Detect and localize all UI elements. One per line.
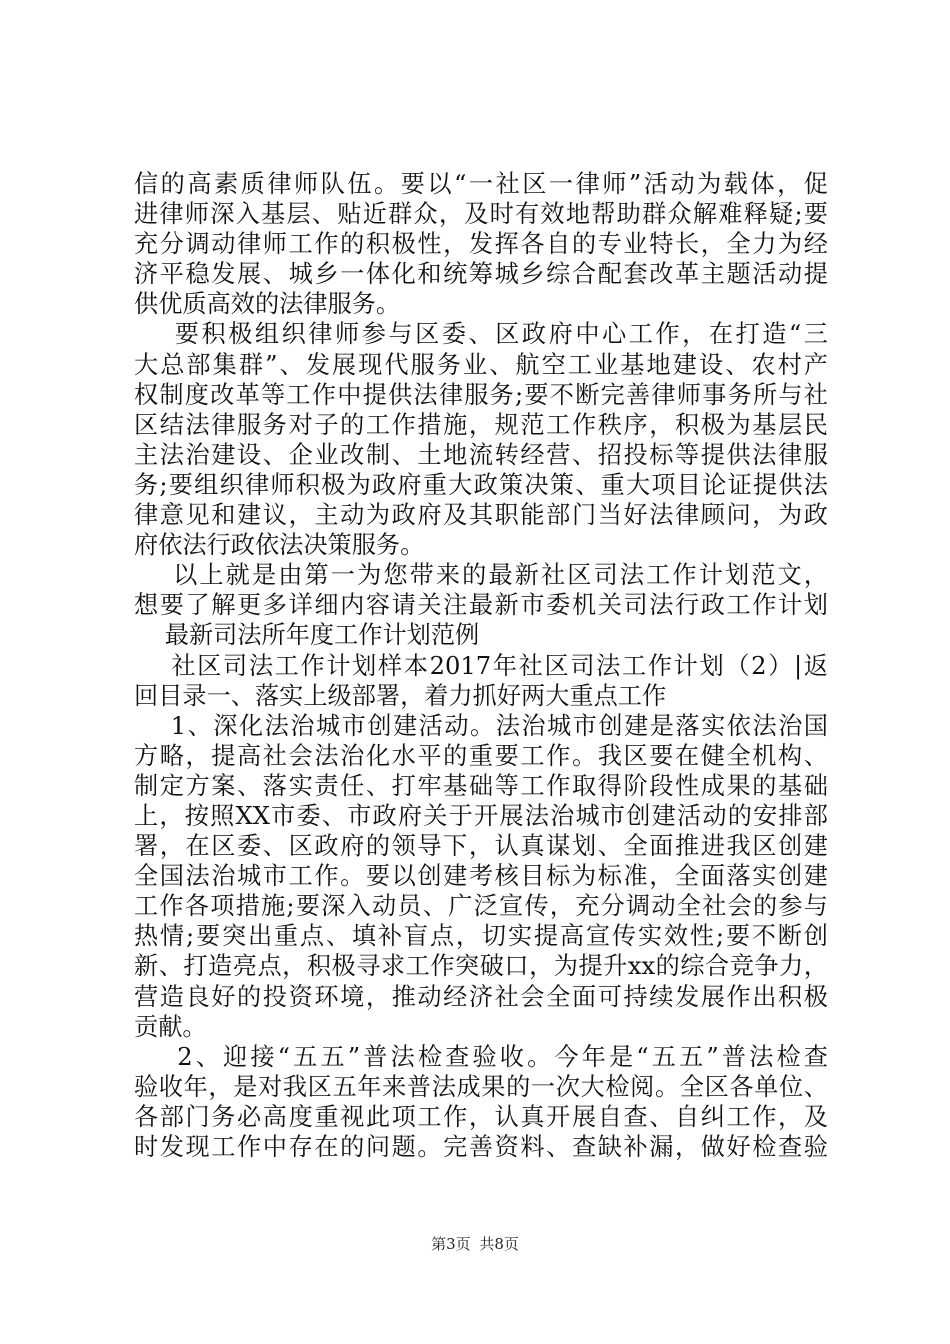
page-number: 第3页 共8页 xyxy=(431,1235,519,1253)
text-line: 充分调动律师工作的积极性，发挥各自的专业特长，全力为经 xyxy=(134,230,828,259)
text-line: 务;要组织律师积极为政府重大政策决策、重大项目论证提供法 xyxy=(134,470,828,499)
text-line: 营造良好的投资环境，推动经济社会全面可持续发展作出积极 xyxy=(134,982,828,1011)
page-footer xyxy=(0,1233,950,1254)
text-line: 济平稳发展、城乡一体化和统筹城乡综合配套改革主题活动提 xyxy=(134,260,828,289)
text-line: 制定方案、落实责任、打牢基础等工作取得阶段性成果的基础 xyxy=(134,771,828,800)
document-body xyxy=(134,169,828,1162)
text-line: 最新司法所年度工作计划范例 xyxy=(134,621,480,650)
text-line: 热情;要突出重点、填补盲点，切实提高宣传实效性;要不断创 xyxy=(134,922,828,951)
text-line: 2、迎接“五五”普法检查验收。今年是“五五”普法检查 xyxy=(134,1042,828,1071)
text-line: 府依法行政依法决策服务。 xyxy=(134,531,425,560)
text-line: 要积极组织律师参与区委、区政府中心工作，在打造“三 xyxy=(134,320,828,349)
text-line: 进律师深入基层、贴近群众，及时有效地帮助群众解难释疑;要 xyxy=(134,200,828,229)
text-line: 各部门务必高度重视此项工作，认真开展自查、自纠工作，及 xyxy=(134,1102,828,1131)
text-line: 验收年，是对我区五年来普法成果的一次大检阅。全区各单位、 xyxy=(134,1072,828,1101)
text-line: 律意见和建议，主动为政府及其职能部门当好法律顾问，为政 xyxy=(134,501,828,530)
text-line: 权制度改革等工作中提供法律服务;要不断完善律师事务所与社 xyxy=(134,380,828,409)
text-line: 时发现工作中存在的问题。完善资料、查缺补漏，做好检查验 xyxy=(134,1133,828,1161)
text-line: 区结法律服务对子的工作措施，规范工作秩序，积极为基层民 xyxy=(134,410,828,439)
text-line: 大总部集群”、发展现代服务业、航空工业基地建设、农村产 xyxy=(134,350,828,379)
text-line: 工作各项措施;要深入动员、广泛宣传，充分调动全社会的参与 xyxy=(134,892,828,921)
text-line: 回目录一、落实上级部署，着力抓好两大重点工作 xyxy=(134,681,667,710)
text-line: 以上就是由第一为您带来的最新社区司法工作计划范文， xyxy=(134,561,828,590)
text-line: 供优质高效的法律服务。 xyxy=(134,290,401,319)
text-line: 全国法治城市工作。要以创建考核目标为标准，全面落实创建 xyxy=(134,862,828,891)
text-line: 1、深化法治城市创建活动。法治城市创建是落实依法治国 xyxy=(134,711,828,740)
text-line: 想要了解更多详细内容请关注最新市委机关司法行政工作计划 xyxy=(134,591,828,620)
text-line: 主法治建设、企业改制、土地流转经营、招投标等提供法律服 xyxy=(134,440,828,469)
text-line: 信的高素质律师队伍。要以“一社区一律师”活动为载体，促 xyxy=(134,170,828,198)
text-line: 署，在区委、区政府的领导下，认真谋划、全面推进我区创建 xyxy=(134,832,828,861)
text-line: 方略，提高社会法治化水平的重要工作。我区要在健全机构、 xyxy=(134,741,828,770)
text-line: 新、打造亮点，积极寻求工作突破口，为提升xx的综合竞争力， xyxy=(134,952,828,981)
text-line: 社区司法工作计划样本2017年社区司法工作计划（2）|返 xyxy=(134,651,828,680)
text-line: 上，按照XX市委、市政府关于开展法治城市创建活动的安排部 xyxy=(134,801,828,830)
text-line: 贡献。 xyxy=(134,1012,207,1041)
